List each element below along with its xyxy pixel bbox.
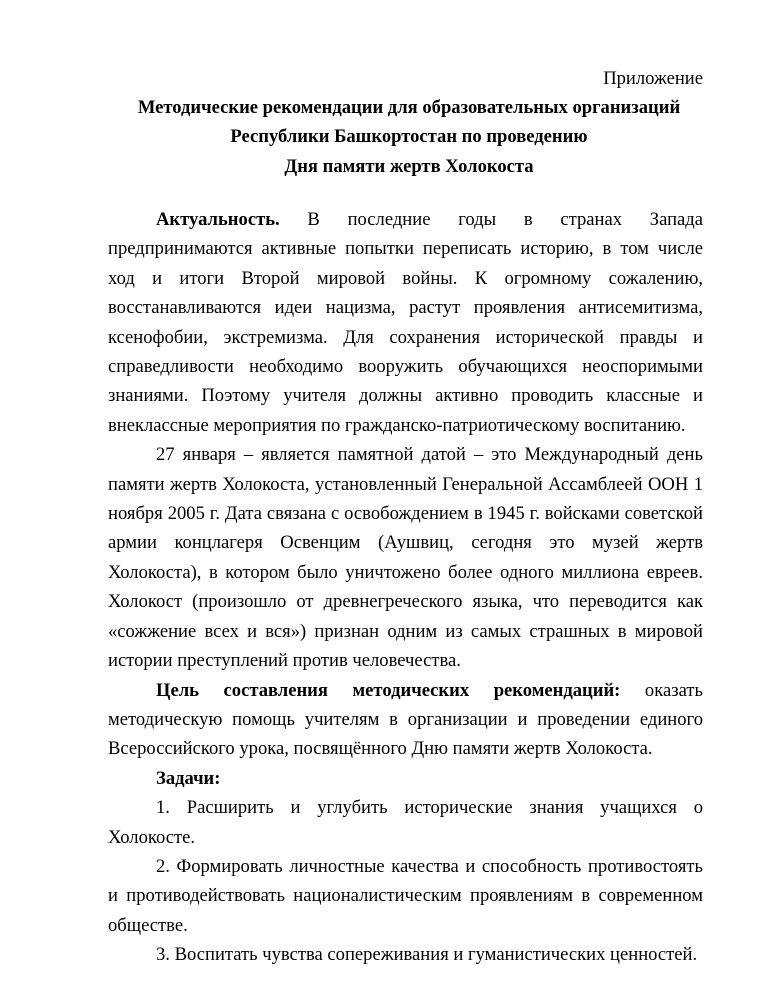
goal-continuation: методическую помощь учителям в организации и проведении единого Всероссийского урока, посвящённого Дню памяти жертв Холокоста. [108,708,703,760]
date-paragraph: 27 января – является памятной датой – это Международный день памяти жертв Холокоста, установленный Генеральной Ассамблеей ООН 1 ноября 2005 г. Дата связана с освобождением в 1945 г. войсками советской армии концлагеря Освенцим (Аушвиц, сегодня это музей жертв Холокоста), в котором было уничтожено более одного миллиона евреев. Холокост (произошло от древнегреческого языка, что переводится как «сожжение всех и вся») признан одним из самых страшных в мировой истории преступлений против человечества. [108,444,703,672]
title-line-2: Республики Башкортостан по проведению [230,126,588,148]
relevance-lead: Актуальность. [156,209,280,230]
goal-paragraph [108,676,703,764]
goal-word-4: рекомендаций: [493,679,621,701]
task-item-3: 3. Воспитать чувства сопереживания и гуманистических ценностей. [156,944,698,966]
goal-first-line [108,676,703,705]
appendix-label: Приложение [603,68,703,89]
title-line-1: Методические рекомендации для образовательных организаций [137,97,681,118]
task-item-1: 1. Расширить и углубить исторические знания учащихся о Холокосте. [108,797,703,848]
document-title [0,93,768,181]
relevance-text: В последние годы в странах Запада предпринимаются активные попытки переписать историю, в том числе ход и итоги Второй мировой войны. К огромному сожалению, восстанавливаются идеи нацизма, растут проявления антисемитизма, ксенофобии, экстремизма. Для сохранения исторической правды и справедливости необходимо вооружить обучающихся неоспоримыми знаниями. Поэтому учителя должны активно проводить классные и внеклассные мероприятия по гражданско-патриотическому воспитанию. [108,209,703,436]
tasks-heading-text: Задачи: [156,767,221,789]
goal-word-5: оказать [644,679,703,701]
goal-word-1: Цель [156,679,199,701]
relevance-paragraph [108,205,703,440]
task-item-2: 2. Формировать личностные качества и способность противостоять и противодействовать националистическим проявлениям в современном обществе. [108,855,703,936]
goal-word-2: составления [223,679,328,701]
goal-word-3: методических [352,679,470,701]
document-body [108,205,703,970]
tasks-heading [108,764,703,793]
title-line-3: Дня памяти жертв Холокоста [284,155,534,177]
